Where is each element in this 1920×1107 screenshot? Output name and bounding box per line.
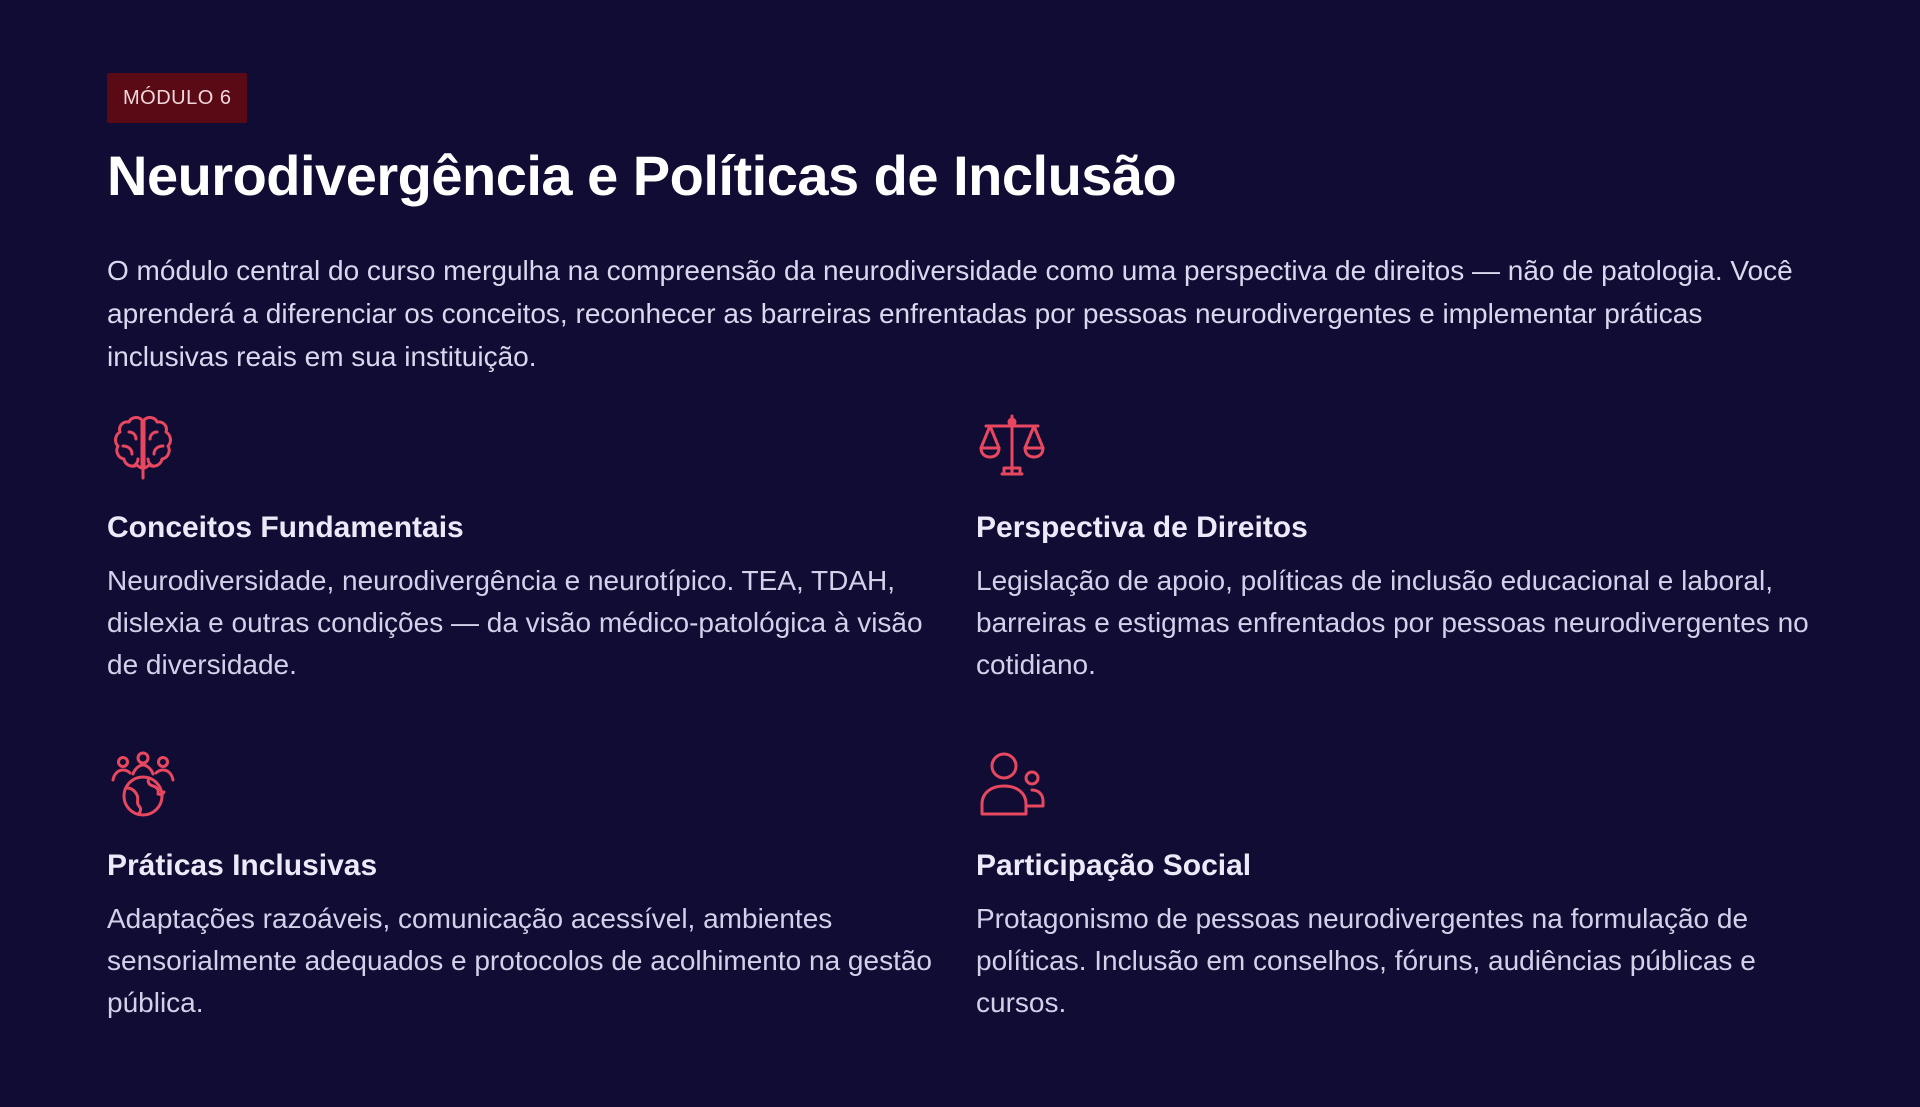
topic-description: Neurodiversidade, neurodivergência e neurotípico. TEA, TDAH, dislexia e outras condições — da visão médico-patológica à visão de diversidade. [107,565,923,680]
topic-title: Práticas Inclusivas [107,849,378,882]
topic-card-praticas [107,748,947,1024]
topic-description: Adaptações razoáveis, comunicação acessível, ambientes sensorialmente adequados e protocolos de acolhimento na gestão pública. [107,903,933,1018]
topic-card-conceitos [107,410,947,686]
module-badge: MÓDULO 6 [107,73,247,123]
topic-description: Legislação de apoio, políticas de inclusão educacional e laboral, barreiras e estigmas enfrentados por pessoas neurodivergentes no cotidiano. [976,565,1809,680]
people-globe-icon [107,748,179,820]
page-title: Neurodivergência e Políticas de Inclusão [107,144,1177,207]
topics-grid [107,410,1817,1070]
topic-card-participacao [976,748,1816,1024]
topic-card-direitos [976,410,1816,686]
topic-title: Participação Social [976,849,1252,882]
topic-title: Perspectiva de Direitos [976,511,1308,544]
topic-title: Conceitos Fundamentais [107,511,464,544]
users-icon [976,748,1048,820]
scale-icon [976,410,1048,482]
brain-icon [107,410,179,482]
topic-description: Protagonismo de pessoas neurodivergentes na formulação de políticas. Inclusão em conselhos, fóruns, audiências públicas e cursos. [976,903,1756,1018]
module-intro: O módulo central do curso mergulha na compreensão da neurodiversidade como uma perspectiva de direitos — não de patologia. Você aprenderá a diferenciar os conceitos, reconhecer as barreiras enfrentadas por pessoas neurodivergentes e implementar práticas inclusivas reais em sua instituição. [107,254,1793,372]
